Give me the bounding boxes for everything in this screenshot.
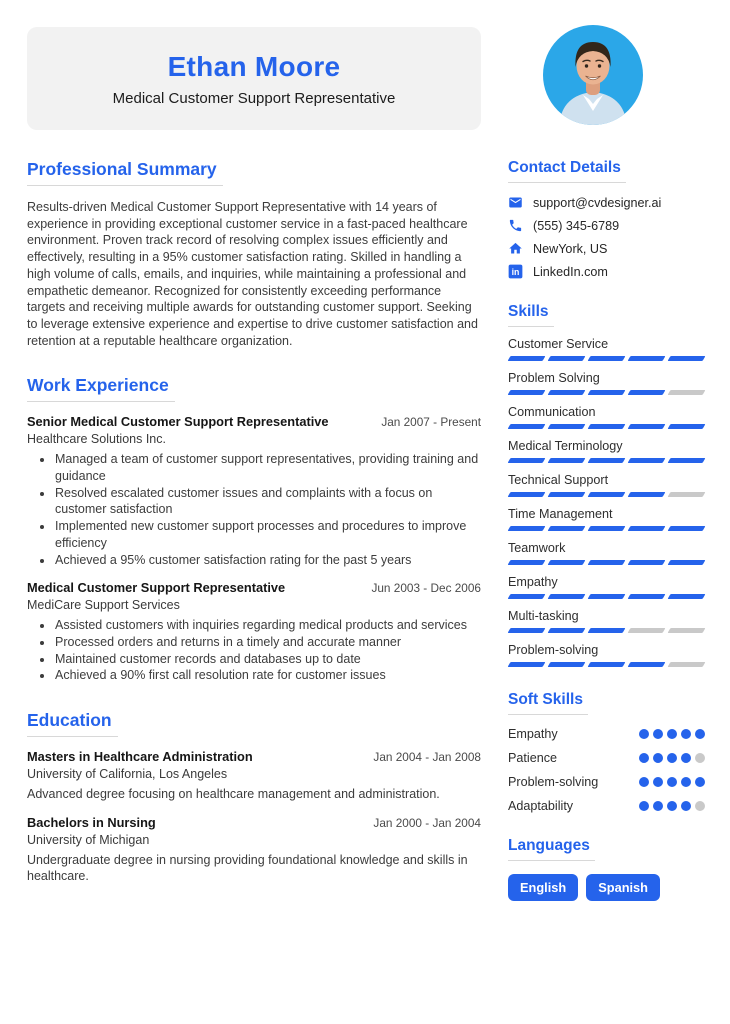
summary-text: Results-driven Medical Customer Support Representative with 14 years of experience in providing exceptional customer service in a fast-paced healthcare environment. Proven track record of resolving complex issues efficiently and effectively, resulting in a 95% customer satisfaction rating. Skilled in handling a high volume of calls, emails, and inquiries, while maintaining a professional and empathetic demeanor. Recognized for consistently exceeding performance targets and receiving multiple awards for outstanding customer support. Seeking to leverage extensive experience and expertise to drive customer satisfaction and retention at a reputable healthcare organization. [27,200,478,348]
soft-skill-dot [653,753,663,763]
skill-segment [668,458,706,463]
skill-bar [509,628,704,633]
skill-label: Empathy [508,575,558,589]
language-chip: English [508,874,578,901]
skill-segment [508,526,546,531]
job-dates: Jan 2007 - Present [381,415,481,430]
soft-skill-dot [681,729,691,739]
soft-skill-dot [695,729,705,739]
language-chip: Spanish [586,874,660,901]
job-company: Healthcare Solutions Inc. [27,432,166,447]
skill-item [508,575,705,599]
education-heading: Education [27,710,118,737]
skill-bar [509,424,704,429]
name-header-card [27,27,481,130]
soft-skill-dot [639,729,649,739]
contact-item [508,218,705,233]
skill-segment [548,458,586,463]
job-entry [27,414,481,568]
soft-skills-section [508,691,705,813]
skill-segment [668,628,706,633]
skills-list [508,337,705,667]
contact-text: LinkedIn.com [533,264,608,279]
job-bullet: • Resolved escalated customer issues and complaints with a focus on customer satisfaction [54,485,481,518]
skill-item [508,405,705,429]
skill-segment [628,390,666,395]
soft-skill-label: Empathy [508,727,558,741]
skill-bar [509,458,704,463]
degree-school: University of Michigan [27,832,150,847]
soft-skill-dots [639,729,705,739]
skill-segment [628,594,666,599]
sidebar-column [508,159,705,925]
job-company: MediCare Support Services [27,598,180,613]
experience-heading: Work Experience [27,375,175,402]
skill-segment [628,424,666,429]
profile-photo [543,25,643,125]
skills-heading: Skills [508,303,554,327]
job-bullet: • Assisted customers with inquiries regarding medical products and services [54,617,481,634]
soft-skills-heading: Soft Skills [508,691,588,715]
skill-segment [508,492,546,497]
skill-item [508,541,705,565]
skill-segment [508,594,546,599]
degree-dates: Jan 2004 - Jan 2008 [373,750,481,765]
skill-label: Medical Terminology [508,439,623,453]
skill-segment [548,662,586,667]
skill-segment [588,594,626,599]
skill-segment [668,526,706,531]
skill-item [508,439,705,463]
skill-segment [508,424,546,429]
contact-list [508,195,705,279]
job-bullet: • Maintained customer records and databases up to date [54,651,481,668]
phone-icon [508,218,523,233]
soft-skill-dot [695,753,705,763]
soft-skill-item [508,727,705,741]
soft-skill-dots [639,753,705,763]
linkedin-icon [508,264,523,279]
skill-segment [588,492,626,497]
skill-segment [588,458,626,463]
degree-entry [27,815,481,885]
job-bullets [27,617,481,684]
languages-section [508,837,705,901]
degree-head [27,815,481,830]
soft-skill-dot [653,777,663,787]
contact-item [508,264,705,279]
education-section [27,710,481,885]
skill-segment [668,424,706,429]
experience-section [27,375,481,684]
degree-school: University of California, Los Angeles [27,767,228,782]
skill-segment [548,424,586,429]
job-bullet: • Achieved a 90% first call resolution rate for customer issues [54,667,481,684]
job-list [27,414,481,684]
skill-item [508,507,705,531]
job-title: Medical Customer Support Representative [27,580,286,596]
job-bullet: • Implemented new customer support processes and procedures to improve efficiency [54,518,481,551]
skill-label: Customer Service [508,337,609,351]
skill-segment [628,458,666,463]
job-entry [27,580,481,684]
languages-heading: Languages [508,837,595,861]
skill-segment [588,662,626,667]
soft-skill-dot [653,801,663,811]
soft-skill-dot [667,777,677,787]
skill-segment [588,390,626,395]
skill-segment [628,492,666,497]
skills-section [508,303,705,667]
skill-segment [548,356,586,361]
skill-label: Communication [508,405,596,419]
soft-skill-dot [681,753,691,763]
soft-skill-item [508,775,705,789]
language-list [508,874,705,901]
skill-bar [509,492,704,497]
soft-skill-dot [667,753,677,763]
skill-segment [628,662,666,667]
skill-item [508,609,705,633]
skill-bar [509,662,704,667]
skill-item [508,371,705,395]
skill-segment [668,662,706,667]
degree-dates: Jan 2000 - Jan 2004 [373,815,481,830]
contact-text: (555) 345-6789 [533,218,620,233]
skill-bar [509,526,704,531]
skill-label: Teamwork [508,541,566,555]
contact-text: NewYork, US [533,241,608,256]
avatar-zone [481,27,705,125]
job-bullet: • Managed a team of customer support representatives, providing training and guidance [54,451,481,484]
soft-skills-list [508,727,705,813]
skill-segment [668,356,706,361]
summary-section [27,159,481,349]
skill-segment [548,492,586,497]
soft-skill-label: Problem-solving [508,775,599,789]
skill-item [508,337,705,361]
skill-segment [508,628,546,633]
skill-segment [588,356,626,361]
skill-bar [509,560,704,565]
degree-entry [27,749,481,803]
skill-label: Technical Support [508,473,609,487]
skill-segment [548,628,586,633]
content-columns [0,159,730,925]
skill-segment [588,424,626,429]
skill-segment [508,390,546,395]
skill-label: Problem-solving [508,643,599,657]
skill-label: Multi-tasking [508,609,579,623]
soft-skill-item [508,799,705,813]
soft-skill-dot [695,777,705,787]
skill-segment [588,560,626,565]
degree-description: Undergraduate degree in nursing providing foundational knowledge and skills in healthcare. [27,852,468,884]
skill-segment [548,560,586,565]
svg-text:in: in [511,266,520,277]
contact-text: support@cvdesigner.ai [533,195,662,210]
job-head [27,414,481,429]
person-job-title: Medical Customer Support Representative [112,89,396,107]
skill-segment [548,390,586,395]
degree-title: Masters in Healthcare Administration [27,749,253,765]
skill-segment [588,526,626,531]
soft-skill-dot [639,777,649,787]
soft-skill-dot [681,801,691,811]
email-icon [508,195,523,210]
skill-segment [508,356,546,361]
skill-segment [548,526,586,531]
skill-segment [628,356,666,361]
skill-segment [508,458,546,463]
degree-list [27,749,481,885]
soft-skill-dots [639,801,705,811]
skill-segment [668,594,706,599]
soft-skill-dot [667,801,677,811]
skill-segment [508,662,546,667]
soft-skill-dot [639,801,649,811]
skill-item [508,473,705,497]
skill-label: Problem Solving [508,371,600,385]
home-icon [508,241,523,256]
skill-segment [668,492,706,497]
skill-segment [588,628,626,633]
job-dates: Jun 2003 - Dec 2006 [371,581,481,596]
skill-segment [508,560,546,565]
degree-title: Bachelors in Nursing [27,814,156,830]
contact-section [508,159,705,279]
main-column [27,159,481,925]
soft-skill-label: Adaptability [508,799,574,813]
degree-head [27,749,481,764]
soft-skill-item [508,751,705,765]
contact-item [508,241,705,256]
skill-item [508,643,705,667]
job-head [27,580,481,595]
soft-skill-dot [681,777,691,787]
job-bullets [27,451,481,568]
soft-skill-dot [639,753,649,763]
job-bullet: • Achieved a 95% customer satisfaction rating for the past 5 years [54,552,481,569]
contact-item [508,195,705,210]
skill-segment [668,560,706,565]
soft-skill-dot [667,729,677,739]
job-title: Senior Medical Customer Support Representative [27,414,329,430]
skill-bar [509,594,704,599]
soft-skill-dots [639,777,705,787]
person-name: Ethan Moore [167,50,341,82]
summary-heading: Professional Summary [27,159,223,186]
skill-segment [628,560,666,565]
soft-skill-dot [695,801,705,811]
skill-label: Time Management [508,507,613,521]
soft-skill-label: Patience [508,751,558,765]
skill-segment [628,526,666,531]
contact-heading: Contact Details [508,159,626,183]
skill-segment [548,594,586,599]
job-bullet: • Processed orders and returns in a timely and accurate manner [54,634,481,651]
skill-segment [628,628,666,633]
skill-bar [509,356,704,361]
degree-description: Advanced degree focusing on healthcare management and administration. [27,787,440,802]
skill-bar [509,390,704,395]
skill-segment [668,390,706,395]
soft-skill-dot [653,729,663,739]
header-row [0,0,730,130]
